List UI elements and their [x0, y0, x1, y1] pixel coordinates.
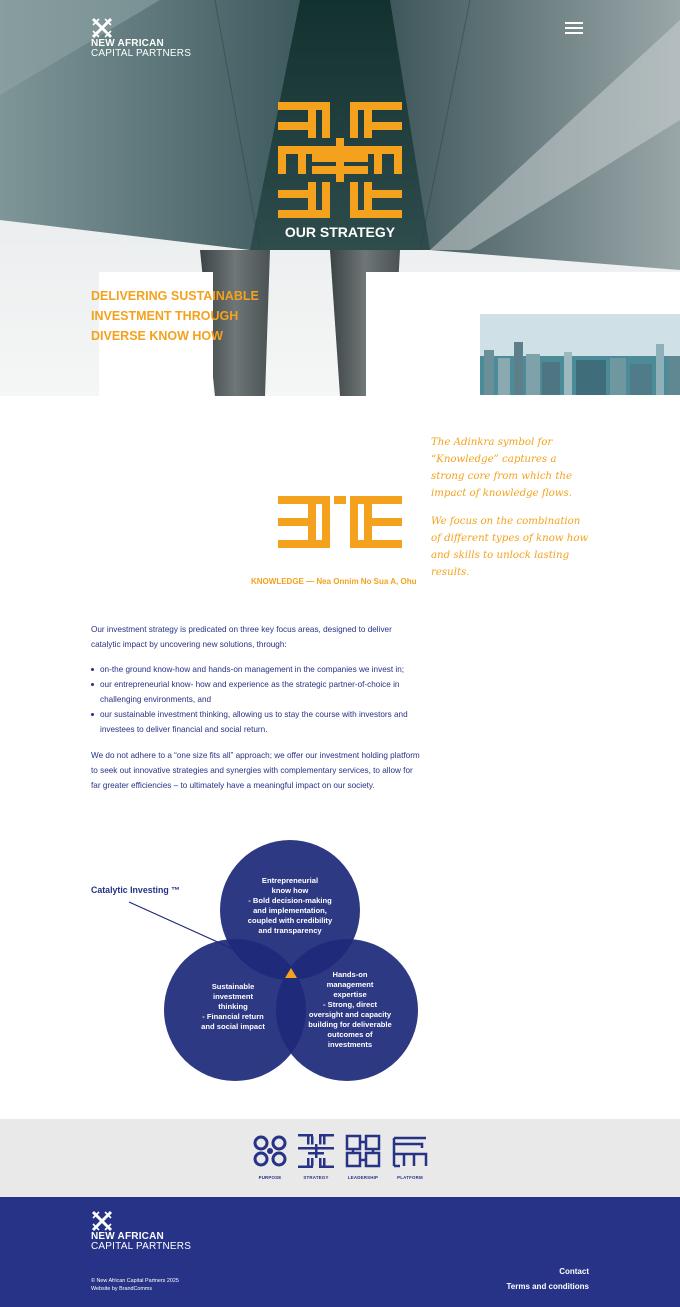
tagline-line: INVESTMENT THROUGH [91, 309, 239, 323]
hero-section [0, 0, 680, 396]
footer-brand-line1: NEW AFRICAN [91, 1231, 164, 1242]
brand-mark-icon [91, 1210, 113, 1232]
list-item: on-the ground know-how and hands-on management in the companies we invest in; [100, 662, 421, 677]
platform-icon [392, 1134, 428, 1168]
symbol-caption: KNOWLEDGE — Nea Onnim No Sua A, Ohu [251, 577, 417, 586]
brand-name-line2: CAPITAL PARTNERS [91, 48, 192, 59]
copyright-text: © New African Capital Partners 2025 [91, 1278, 179, 1284]
hero-tagline [91, 286, 261, 346]
section-icon-nav [0, 1119, 680, 1197]
catalytic-investing-label: Catalytic Investing ™ [91, 885, 180, 895]
list-item: our entrepreneurial know- how and experience as the strategic partner-of-choice in challenging environments, and [100, 677, 421, 707]
venn-label-right: Hands-on management expertise - Strong, direct oversight and capacity building for deliverable outcomes of investments [308, 970, 392, 1049]
venn-label-top: Entrepreneurial know how - Bold decision-making and implementation, coupled with credibility and transparency [247, 876, 333, 935]
brand-name-line1: NEW AFRICAN [91, 38, 164, 49]
strategy-copy [91, 622, 421, 793]
nav-platform-label: PLATFORM [397, 1175, 423, 1180]
knowledge-adinkra-icon [278, 496, 402, 548]
list-item: our sustainable investment thinking, allowing us to stay the course with investors and investees to deliver financial and social return. [100, 707, 421, 737]
credit-text: Website by BrandComms [91, 1286, 153, 1292]
strategy-bullet-list [91, 662, 421, 737]
nav-strategy[interactable] [296, 1134, 336, 1180]
footer-legal [91, 1277, 179, 1293]
venn-circles [0, 830, 680, 1100]
strategy-adinkra-icon [278, 102, 402, 218]
strategy-outro: We do not adhere to a “one size fits all” approach; we offer our investment holding platform to seek out innovative strategies and synergies with complementary services, to allow for far greater efficiencies – to ultimately have a meaningful impact on our society. [91, 751, 420, 790]
nav-purpose-label: PURPOSE [258, 1175, 282, 1180]
strategy-icon [298, 1134, 334, 1168]
tagline-line: DIVERSE KNOW HOW [91, 329, 223, 343]
nav-platform[interactable] [390, 1134, 430, 1180]
footer-brand-logo[interactable] [91, 1210, 191, 1252]
symbol-paragraph: The Adinkra symbol for “Knowledge” captures a strong core from which the impact of knowledge flows. [431, 437, 573, 499]
purpose-icon [252, 1134, 288, 1168]
brand-logo[interactable] [91, 17, 191, 59]
site-footer [0, 1197, 680, 1307]
strategy-intro: Our investment strategy is predicated on three key focus areas, designed to deliver catalytic impact by uncovering new solutions, through: [91, 625, 392, 649]
tagline-line: DELIVERING SUSTAINABLE [91, 289, 259, 303]
nav-leadership[interactable] [343, 1134, 383, 1180]
brand-mark-icon [91, 17, 113, 39]
menu-icon[interactable] [565, 22, 583, 36]
page-title: OUR STRATEGY [284, 224, 396, 240]
symbol-description [431, 434, 591, 592]
nav-strategy-label: STRATEGY [303, 1175, 329, 1180]
nav-purpose[interactable] [250, 1134, 290, 1180]
leadership-icon [345, 1134, 381, 1168]
city-skyline-photo [480, 314, 680, 395]
terms-link[interactable]: Terms and conditions [506, 1282, 589, 1291]
venn-label-left: Sustainable investment thinking - Financial return and social impact [201, 982, 265, 1031]
footer-brand-line2: CAPITAL PARTNERS [91, 1241, 192, 1252]
contact-link[interactable]: Contact [559, 1267, 589, 1276]
nav-leadership-label: LEADERSHIP [347, 1175, 379, 1180]
symbol-paragraph: We focus on the combination of different types of know how and skills to unlock lasting results. [431, 516, 589, 578]
